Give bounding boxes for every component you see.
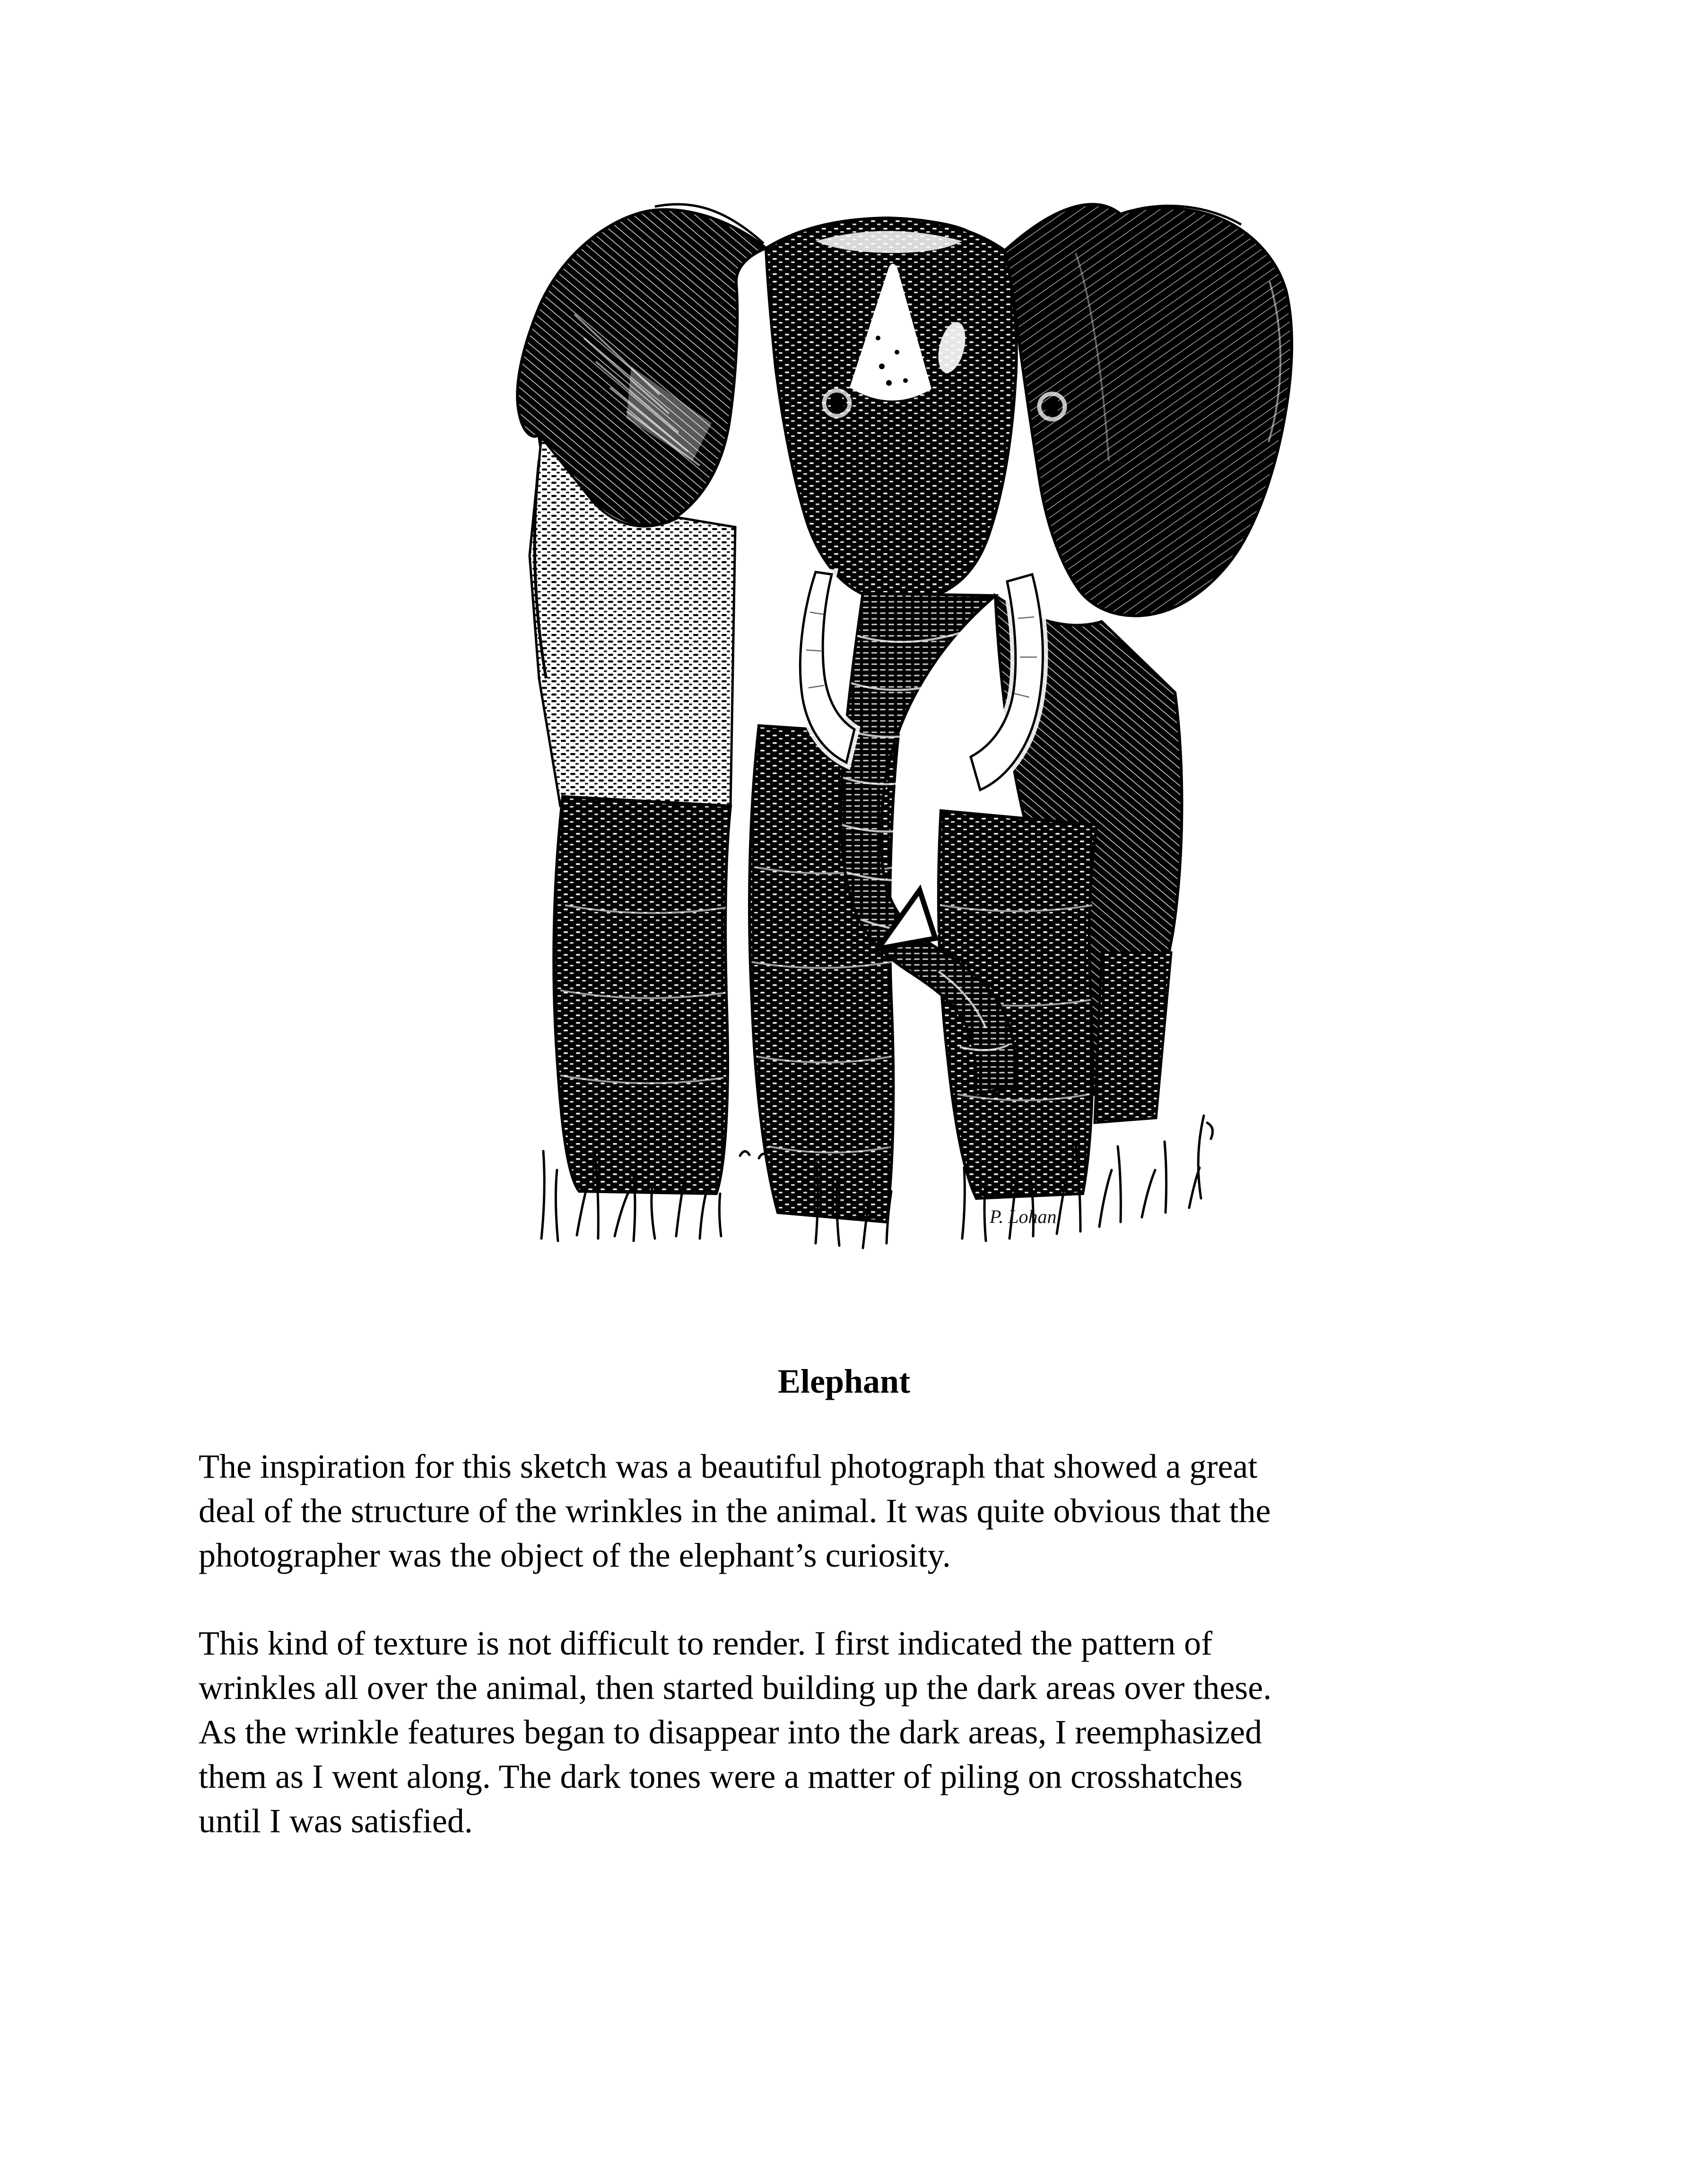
text-line: The inspiration for this sketch was a beautiful photograph that showed a great: [199, 1447, 1258, 1485]
text-line: photographer was the object of the elephant’s curiosity.: [199, 1536, 951, 1574]
text-line: This kind of texture is not difficult to render. I first indicated the pattern of: [199, 1624, 1213, 1662]
text-line: them as I went along. The dark tones were a matter of piling on crosshatches: [199, 1758, 1243, 1795]
page-title: Elephant: [777, 1362, 911, 1400]
elephant-sketch-figure: [513, 196, 1296, 1260]
paragraph-2: [199, 1621, 1504, 1843]
paragraph-1: [199, 1444, 1504, 1577]
text-line: wrinkles all over the animal, then started building up the dark areas over these.: [199, 1669, 1272, 1707]
elephant-head: [766, 218, 1017, 598]
artist-signature: P. Lohan: [990, 1206, 1057, 1227]
text-line: until I was satisfied.: [199, 1802, 473, 1840]
elephant-sketch: [513, 196, 1296, 1260]
elephant-legs: [554, 726, 1097, 1222]
text-line: deal of the structure of the wrinkles in the animal. It was quite obvious that the: [199, 1492, 1271, 1530]
text-line: As the wrinkle features began to disappear into the dark areas, I reemphasized: [199, 1713, 1262, 1751]
